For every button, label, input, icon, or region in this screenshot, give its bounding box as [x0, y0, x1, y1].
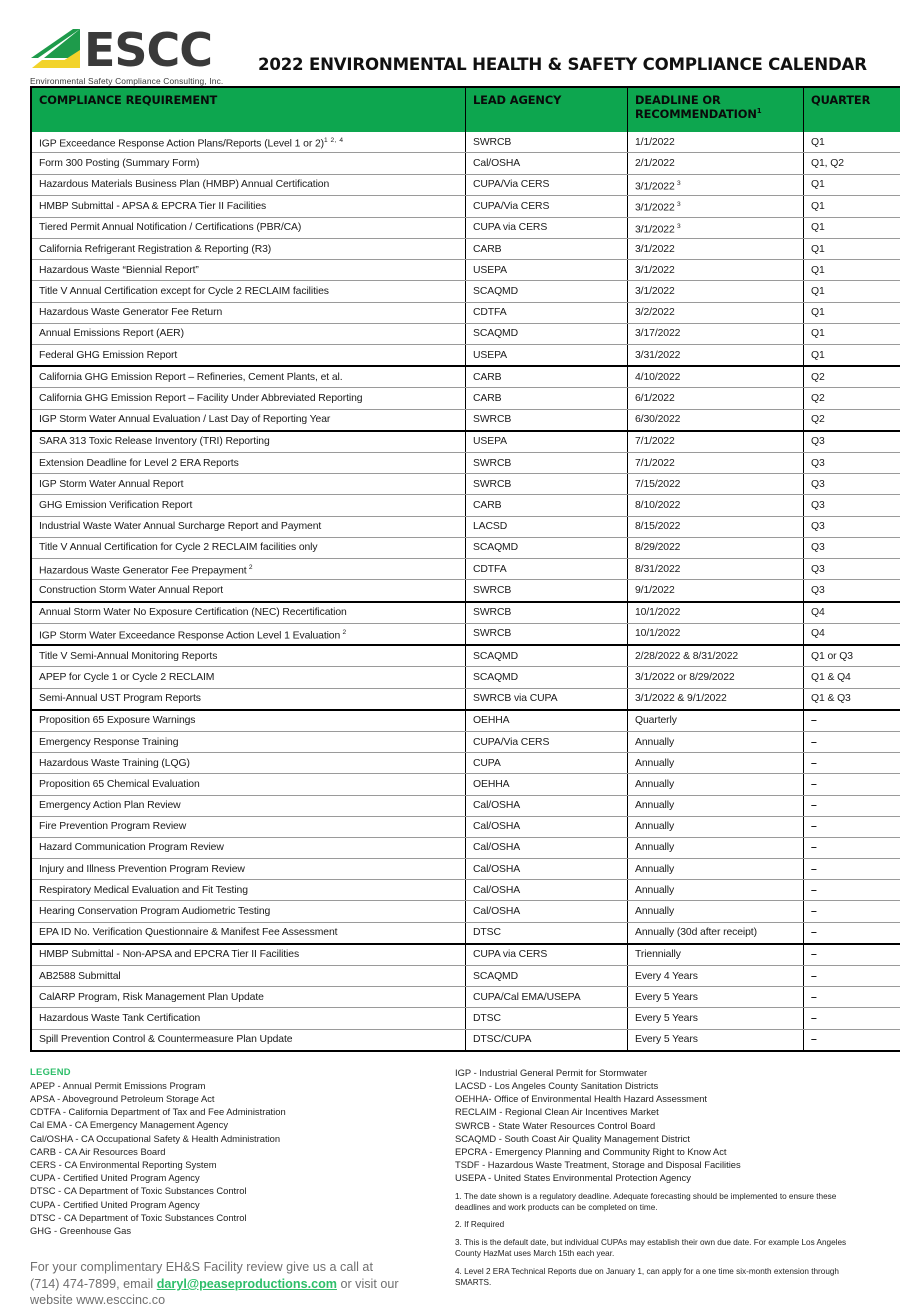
- cell-deadline: 3/1/2022: [628, 260, 804, 281]
- cell-deadline: 8/10/2022: [628, 495, 804, 516]
- table-row: [31, 409, 900, 431]
- table-row: [31, 239, 900, 260]
- table-row: [31, 837, 900, 858]
- deadline-footnote-marker: 3: [675, 201, 682, 208]
- cell-requirement: Extension Deadline for Level 2 ERA Reports: [31, 452, 466, 473]
- table-row: [31, 987, 900, 1008]
- legend-item: SWRCB - State Water Resources Control Board: [455, 1119, 870, 1132]
- cell-lead-agency: Cal/OSHA: [466, 859, 628, 880]
- cell-quarter: Q1: [804, 281, 900, 302]
- table-row: [31, 366, 900, 388]
- column-header-lead-agency: LEAD AGENCY: [466, 87, 628, 132]
- cell-quarter: Q1: [804, 196, 900, 217]
- cell-deadline: Every 5 Years: [628, 987, 804, 1008]
- cell-quarter: –: [804, 922, 900, 944]
- cell-deadline: 3/1/2022 $^3$: [628, 196, 804, 217]
- cell-deadline: Triennially: [628, 944, 804, 966]
- cell-deadline: 1/1/2022: [628, 132, 804, 153]
- cell-requirement: IGP Storm Water Exceedance Response Action Level 1 Evaluation $^2$: [31, 623, 466, 645]
- cell-deadline: 3/31/2022: [628, 345, 804, 367]
- table-row: [31, 537, 900, 558]
- cell-deadline: Annually: [628, 731, 804, 752]
- compliance-calendar-table: [30, 86, 900, 1052]
- cell-requirement: CalARP Program, Risk Management Plan Update: [31, 987, 466, 1008]
- table-row: [31, 774, 900, 795]
- cell-requirement: HMBP Submittal - APSA & EPCRA Tier II Facilities: [31, 196, 466, 217]
- cell-lead-agency: SWRCB: [466, 623, 628, 645]
- cell-lead-agency: SCAQMD: [466, 645, 628, 667]
- cell-requirement: Hazardous Materials Business Plan (HMBP) Annual Certification: [31, 174, 466, 195]
- column-header-deadline: [628, 87, 804, 132]
- cell-lead-agency: USEPA: [466, 260, 628, 281]
- cell-requirement: Emergency Action Plan Review: [31, 795, 466, 816]
- contact-email-link[interactable]: daryl@peaseproductions.com: [157, 1277, 337, 1291]
- deadline-footnote-marker: 3: [675, 180, 682, 187]
- column-header-requirement: COMPLIANCE REQUIREMENT: [31, 87, 466, 132]
- table-body: [31, 132, 900, 1051]
- table-row: [31, 1008, 900, 1029]
- cell-deadline: Annually: [628, 859, 804, 880]
- table-row: [31, 452, 900, 473]
- cell-quarter: Q3: [804, 431, 900, 453]
- cell-quarter: –: [804, 837, 900, 858]
- cell-requirement: Injury and Illness Prevention Program Review: [31, 859, 466, 880]
- logo-wordmark: ESCC: [84, 28, 212, 72]
- legend-item: CARB - CA Air Resources Board: [30, 1145, 455, 1158]
- contact-website: website www.esccinc.co: [30, 1293, 165, 1307]
- cell-requirement: AB2588 Submittal: [31, 966, 466, 987]
- table-row: [31, 880, 900, 901]
- cell-quarter: Q3: [804, 516, 900, 537]
- footnote: 4. Level 2 ERA Technical Reports due on January 1, can apply for a one time six-month extension through SMARTS.: [455, 1266, 870, 1289]
- cell-deadline: Annually: [628, 880, 804, 901]
- legend-item: GHG - Greenhouse Gas: [30, 1224, 455, 1237]
- cell-requirement: Title V Annual Certification for Cycle 2 RECLAIM facilities only: [31, 537, 466, 558]
- table-row: [31, 688, 900, 710]
- cell-lead-agency: CUPA/Via CERS: [466, 196, 628, 217]
- legend-column-right: [455, 1066, 870, 1309]
- cell-lead-agency: Cal/OSHA: [466, 816, 628, 837]
- table-header-row: [31, 87, 900, 132]
- cell-quarter: –: [804, 710, 900, 732]
- footnote: 3. This is the default date, but individual CUPAs may establish their own due date. For example Los Angeles County HazMat uses March 15th each year.: [455, 1237, 870, 1260]
- cell-requirement: Industrial Waste Water Annual Surcharge Report and Payment: [31, 516, 466, 537]
- legend-column-left: [30, 1066, 455, 1309]
- cell-lead-agency: SWRCB: [466, 452, 628, 473]
- cell-quarter: Q2: [804, 409, 900, 431]
- cell-quarter: Q3: [804, 558, 900, 579]
- table-row: [31, 922, 900, 944]
- cell-quarter: –: [804, 753, 900, 774]
- cell-deadline: 6/1/2022: [628, 388, 804, 409]
- cell-requirement: Hazard Communication Program Review: [31, 837, 466, 858]
- cell-requirement: Fire Prevention Program Review: [31, 816, 466, 837]
- escc-logo: [30, 25, 242, 86]
- cell-deadline: 6/30/2022: [628, 409, 804, 431]
- cell-deadline: Annually: [628, 774, 804, 795]
- cell-quarter: Q1: [804, 260, 900, 281]
- cell-deadline: 3/2/2022: [628, 302, 804, 323]
- escc-swoosh-icon: [30, 28, 82, 72]
- cell-lead-agency: CARB: [466, 239, 628, 260]
- cell-quarter: –: [804, 880, 900, 901]
- cell-deadline: 7/15/2022: [628, 474, 804, 495]
- cell-deadline: 3/1/2022 or 8/29/2022: [628, 667, 804, 688]
- cell-lead-agency: SCAQMD: [466, 281, 628, 302]
- cell-requirement: Hazardous Waste Generator Fee Prepayment $^2$: [31, 558, 466, 579]
- legend-item: DTSC - CA Department of Toxic Substances Control: [30, 1184, 455, 1197]
- cell-lead-agency: SCAQMD: [466, 667, 628, 688]
- cell-deadline: 3/1/2022 $^3$: [628, 174, 804, 195]
- cell-requirement: SARA 313 Toxic Release Inventory (TRI) Reporting: [31, 431, 466, 453]
- cell-lead-agency: OEHHA: [466, 710, 628, 732]
- table-header: [31, 87, 900, 132]
- table-row: [31, 816, 900, 837]
- cell-deadline: Annually: [628, 795, 804, 816]
- cell-lead-agency: DTSC: [466, 922, 628, 944]
- contact-line-1: For your complimentary EH&S Facility review give us a call at: [30, 1260, 373, 1274]
- legend-item: OEHHA- Office of Environmental Health Hazard Assessment: [455, 1092, 870, 1105]
- cell-quarter: Q1: [804, 345, 900, 367]
- cell-quarter: Q1 & Q3: [804, 688, 900, 710]
- cell-quarter: Q4: [804, 602, 900, 624]
- cell-requirement: Tiered Permit Annual Notification / Certifications (PBR/CA): [31, 217, 466, 238]
- cell-lead-agency: SWRCB: [466, 474, 628, 495]
- cell-deadline: 7/1/2022: [628, 452, 804, 473]
- cell-requirement: Hazardous Waste Training (LQG): [31, 753, 466, 774]
- cell-requirement: EPA ID No. Verification Questionnaire & Manifest Fee Assessment: [31, 922, 466, 944]
- cell-lead-agency: SWRCB via CUPA: [466, 688, 628, 710]
- cell-deadline: 3/17/2022: [628, 323, 804, 344]
- cell-requirement: Title V Annual Certification except for Cycle 2 RECLAIM facilities: [31, 281, 466, 302]
- cell-deadline: 8/15/2022: [628, 516, 804, 537]
- footnote: 2. If Required: [455, 1219, 870, 1230]
- cell-lead-agency: SWRCB: [466, 580, 628, 602]
- requirement-footnote-marker: 2: [340, 629, 347, 636]
- cell-quarter: –: [804, 1029, 900, 1051]
- table-row: [31, 495, 900, 516]
- cell-requirement: Form 300 Posting (Summary Form): [31, 153, 466, 174]
- cell-quarter: –: [804, 966, 900, 987]
- cell-deadline: 10/1/2022: [628, 602, 804, 624]
- legend-item: Cal EMA - CA Emergency Management Agency: [30, 1118, 455, 1131]
- legend-item: SCAQMD - South Coast Air Quality Management District: [455, 1132, 870, 1145]
- cell-requirement: Hazardous Waste “Biennial Report”: [31, 260, 466, 281]
- cell-requirement: California Refrigerant Registration & Reporting (R3): [31, 239, 466, 260]
- footnotes-list: [455, 1191, 870, 1289]
- cell-requirement: Hearing Conservation Program Audiometric Testing: [31, 901, 466, 922]
- cell-lead-agency: CUPA/Via CERS: [466, 731, 628, 752]
- deadline-footnote-marker: 3: [675, 223, 682, 230]
- legend-section: [30, 1066, 870, 1309]
- cell-lead-agency: SCAQMD: [466, 537, 628, 558]
- cell-lead-agency: Cal/OSHA: [466, 795, 628, 816]
- table-row: [31, 623, 900, 645]
- column-header-quarter: QUARTER: [804, 87, 900, 132]
- cell-lead-agency: SWRCB: [466, 602, 628, 624]
- cell-deadline: 8/31/2022: [628, 558, 804, 579]
- cell-requirement: IGP Exceedance Response Action Plans/Reports (Level 1 or 2)$^1$ $^{2, 4}$: [31, 132, 466, 153]
- legend-item: USEPA - United States Environmental Protection Agency: [455, 1171, 870, 1184]
- cell-lead-agency: LACSD: [466, 516, 628, 537]
- legend-item: APEP - Annual Permit Emissions Program: [30, 1079, 455, 1092]
- cell-deadline: 3/1/2022 & 9/1/2022: [628, 688, 804, 710]
- cell-quarter: Q1: [804, 323, 900, 344]
- table-row: [31, 901, 900, 922]
- legend-item: CDTFA - California Department of Tax and Fee Administration: [30, 1105, 455, 1118]
- cell-lead-agency: CUPA via CERS: [466, 944, 628, 966]
- cell-lead-agency: Cal/OSHA: [466, 153, 628, 174]
- legend-left-list: [30, 1079, 455, 1237]
- table-row: [31, 558, 900, 579]
- cell-quarter: –: [804, 987, 900, 1008]
- legend-item: CUPA - Certified United Program Agency: [30, 1171, 455, 1184]
- cell-lead-agency: CUPA via CERS: [466, 217, 628, 238]
- cell-quarter: Q2: [804, 388, 900, 409]
- cell-requirement: Emergency Response Training: [31, 731, 466, 752]
- cell-quarter: –: [804, 944, 900, 966]
- cell-quarter: –: [804, 795, 900, 816]
- cell-quarter: Q1: [804, 302, 900, 323]
- cell-lead-agency: CARB: [466, 366, 628, 388]
- cell-deadline: Annually: [628, 816, 804, 837]
- cell-quarter: Q4: [804, 623, 900, 645]
- column-header-deadline-footnote-marker: 1: [757, 107, 762, 115]
- cell-deadline: 2/28/2022 & 8/31/2022: [628, 645, 804, 667]
- cell-lead-agency: OEHHA: [466, 774, 628, 795]
- cell-quarter: –: [804, 859, 900, 880]
- table-row: [31, 1029, 900, 1051]
- cell-lead-agency: CDTFA: [466, 302, 628, 323]
- legend-item: DTSC - CA Department of Toxic Substances Control: [30, 1211, 455, 1224]
- cell-requirement: Annual Emissions Report (AER): [31, 323, 466, 344]
- legend-item: CERS - CA Environmental Reporting System: [30, 1158, 455, 1171]
- table-row: [31, 645, 900, 667]
- cell-lead-agency: SCAQMD: [466, 323, 628, 344]
- table-row: [31, 388, 900, 409]
- page-title: 2022 ENVIRONMENTAL HEALTH & SAFETY COMPLIANCE CALENDAR: [242, 55, 870, 86]
- legend-item: Cal/OSHA - CA Occupational Safety & Health Administration: [30, 1132, 455, 1145]
- table-row: [31, 731, 900, 752]
- cell-requirement: Title V Semi-Annual Monitoring Reports: [31, 645, 466, 667]
- legend-item: LACSD - Los Angeles County Sanitation Districts: [455, 1079, 870, 1092]
- cell-deadline: Quarterly: [628, 710, 804, 732]
- cell-requirement: Semi-Annual UST Program Reports: [31, 688, 466, 710]
- requirement-footnote-marker: 2: [247, 564, 254, 571]
- cell-deadline: Annually: [628, 753, 804, 774]
- cell-lead-agency: CUPA: [466, 753, 628, 774]
- cell-requirement: Respiratory Medical Evaluation and Fit Testing: [31, 880, 466, 901]
- cell-quarter: Q3: [804, 474, 900, 495]
- cell-deadline: Every 5 Years: [628, 1029, 804, 1051]
- table-row: [31, 174, 900, 195]
- cell-lead-agency: CARB: [466, 388, 628, 409]
- column-header-deadline-text: DEADLINE OR RECOMMENDATION: [635, 93, 757, 121]
- cell-requirement: Proposition 65 Exposure Warnings: [31, 710, 466, 732]
- cell-requirement: Annual Storm Water No Exposure Certification (NEC) Recertification: [31, 602, 466, 624]
- cell-quarter: Q1: [804, 132, 900, 153]
- legend-item: TSDF - Hazardous Waste Treatment, Storage and Disposal Facilities: [455, 1158, 870, 1171]
- table-row: [31, 345, 900, 367]
- table-row: [31, 474, 900, 495]
- table-row: [31, 217, 900, 238]
- cell-deadline: 4/10/2022: [628, 366, 804, 388]
- table-row: [31, 260, 900, 281]
- cell-deadline: Every 4 Years: [628, 966, 804, 987]
- cell-quarter: Q1: [804, 239, 900, 260]
- table-row: [31, 795, 900, 816]
- cell-quarter: –: [804, 1008, 900, 1029]
- cell-requirement: California GHG Emission Report – Facility Under Abbreviated Reporting: [31, 388, 466, 409]
- cell-deadline: Annually: [628, 901, 804, 922]
- table-row: [31, 859, 900, 880]
- cell-quarter: Q3: [804, 580, 900, 602]
- legend-title: LEGEND: [30, 1066, 455, 1077]
- cell-lead-agency: SWRCB: [466, 132, 628, 153]
- cell-quarter: Q1: [804, 174, 900, 195]
- cell-requirement: Federal GHG Emission Report: [31, 345, 466, 367]
- table-row: [31, 516, 900, 537]
- cell-lead-agency: Cal/OSHA: [466, 901, 628, 922]
- cell-requirement: Hazardous Waste Tank Certification: [31, 1008, 466, 1029]
- table-row: [31, 302, 900, 323]
- table-row: [31, 153, 900, 174]
- legend-right-list: [455, 1066, 870, 1185]
- cell-quarter: –: [804, 731, 900, 752]
- cell-requirement: Spill Prevention Control & Countermeasure Plan Update: [31, 1029, 466, 1051]
- cell-deadline: 3/1/2022: [628, 281, 804, 302]
- cell-quarter: Q3: [804, 452, 900, 473]
- cell-lead-agency: USEPA: [466, 345, 628, 367]
- cell-quarter: –: [804, 816, 900, 837]
- cell-quarter: Q1, Q2: [804, 153, 900, 174]
- contact-phone-text: (714) 474-7899, email: [30, 1277, 157, 1291]
- table-row: [31, 944, 900, 966]
- cell-deadline: 10/1/2022: [628, 623, 804, 645]
- table-row: [31, 281, 900, 302]
- table-row: [31, 667, 900, 688]
- requirement-footnote-marker: 2, 4: [328, 137, 343, 144]
- cell-requirement: Proposition 65 Chemical Evaluation: [31, 774, 466, 795]
- cell-requirement: HMBP Submittal - Non-APSA and EPCRA Tier II Facilities: [31, 944, 466, 966]
- cell-deadline: 3/1/2022: [628, 239, 804, 260]
- cell-deadline: 3/1/2022 $^3$: [628, 217, 804, 238]
- legend-item: RECLAIM - Regional Clean Air Incentives Market: [455, 1105, 870, 1118]
- cell-quarter: –: [804, 774, 900, 795]
- cell-deadline: 9/1/2022: [628, 580, 804, 602]
- cell-lead-agency: CARB: [466, 495, 628, 516]
- cell-requirement: IGP Storm Water Annual Evaluation / Last Day of Reporting Year: [31, 409, 466, 431]
- footnote: 1. The date shown is a regulatory deadline. Adequate forecasting should be implemented to ensure these deadlines and work products can be completed on time.: [455, 1191, 870, 1214]
- logo-mark: [30, 25, 242, 75]
- table-row: [31, 753, 900, 774]
- cell-requirement: Construction Storm Water Annual Report: [31, 580, 466, 602]
- requirement-inline-footnote-marker: 1: [324, 137, 328, 144]
- cell-lead-agency: CUPA/Cal EMA/USEPA: [466, 987, 628, 1008]
- cell-lead-agency: CUPA/Via CERS: [466, 174, 628, 195]
- cell-lead-agency: DTSC/CUPA: [466, 1029, 628, 1051]
- cell-lead-agency: SWRCB: [466, 409, 628, 431]
- cell-requirement: California GHG Emission Report – Refineries, Cement Plants, et al.: [31, 366, 466, 388]
- table-row: [31, 431, 900, 453]
- legend-item: EPCRA - Emergency Planning and Community Right to Know Act: [455, 1145, 870, 1158]
- table-row: [31, 966, 900, 987]
- cell-deadline: 7/1/2022: [628, 431, 804, 453]
- cell-lead-agency: Cal/OSHA: [466, 837, 628, 858]
- cell-quarter: Q1 & Q4: [804, 667, 900, 688]
- cell-lead-agency: USEPA: [466, 431, 628, 453]
- cell-quarter: Q1 or Q3: [804, 645, 900, 667]
- contact-block: [30, 1259, 450, 1309]
- table-row: [31, 323, 900, 344]
- cell-deadline: Annually: [628, 837, 804, 858]
- cell-lead-agency: SCAQMD: [466, 966, 628, 987]
- cell-deadline: 8/29/2022: [628, 537, 804, 558]
- cell-deadline: Annually (30d after receipt): [628, 922, 804, 944]
- legend-item: CUPA - Certified United Program Agency: [30, 1198, 455, 1211]
- cell-lead-agency: CDTFA: [466, 558, 628, 579]
- logo-tagline: Environmental Safety Compliance Consulting, Inc.: [30, 76, 242, 86]
- cell-quarter: Q2: [804, 366, 900, 388]
- cell-requirement: APEP for Cycle 1 or Cycle 2 RECLAIM: [31, 667, 466, 688]
- legend-item: APSA - Aboveground Petroleum Storage Act: [30, 1092, 455, 1105]
- cell-deadline: 2/1/2022: [628, 153, 804, 174]
- table-row: [31, 710, 900, 732]
- table-row: [31, 602, 900, 624]
- cell-quarter: Q3: [804, 495, 900, 516]
- cell-quarter: –: [804, 901, 900, 922]
- cell-requirement: IGP Storm Water Annual Report: [31, 474, 466, 495]
- legend-item: IGP - Industrial General Permit for Stormwater: [455, 1066, 870, 1079]
- cell-requirement: GHG Emission Verification Report: [31, 495, 466, 516]
- cell-quarter: Q3: [804, 537, 900, 558]
- table-row: [31, 196, 900, 217]
- contact-line-2-post: or visit our: [337, 1277, 399, 1291]
- cell-quarter: Q1: [804, 217, 900, 238]
- cell-requirement: Hazardous Waste Generator Fee Return: [31, 302, 466, 323]
- cell-lead-agency: Cal/OSHA: [466, 880, 628, 901]
- cell-lead-agency: DTSC: [466, 1008, 628, 1029]
- table-row: [31, 132, 900, 153]
- table-row: [31, 580, 900, 602]
- page-header: [30, 0, 870, 86]
- cell-deadline: Every 5 Years: [628, 1008, 804, 1029]
